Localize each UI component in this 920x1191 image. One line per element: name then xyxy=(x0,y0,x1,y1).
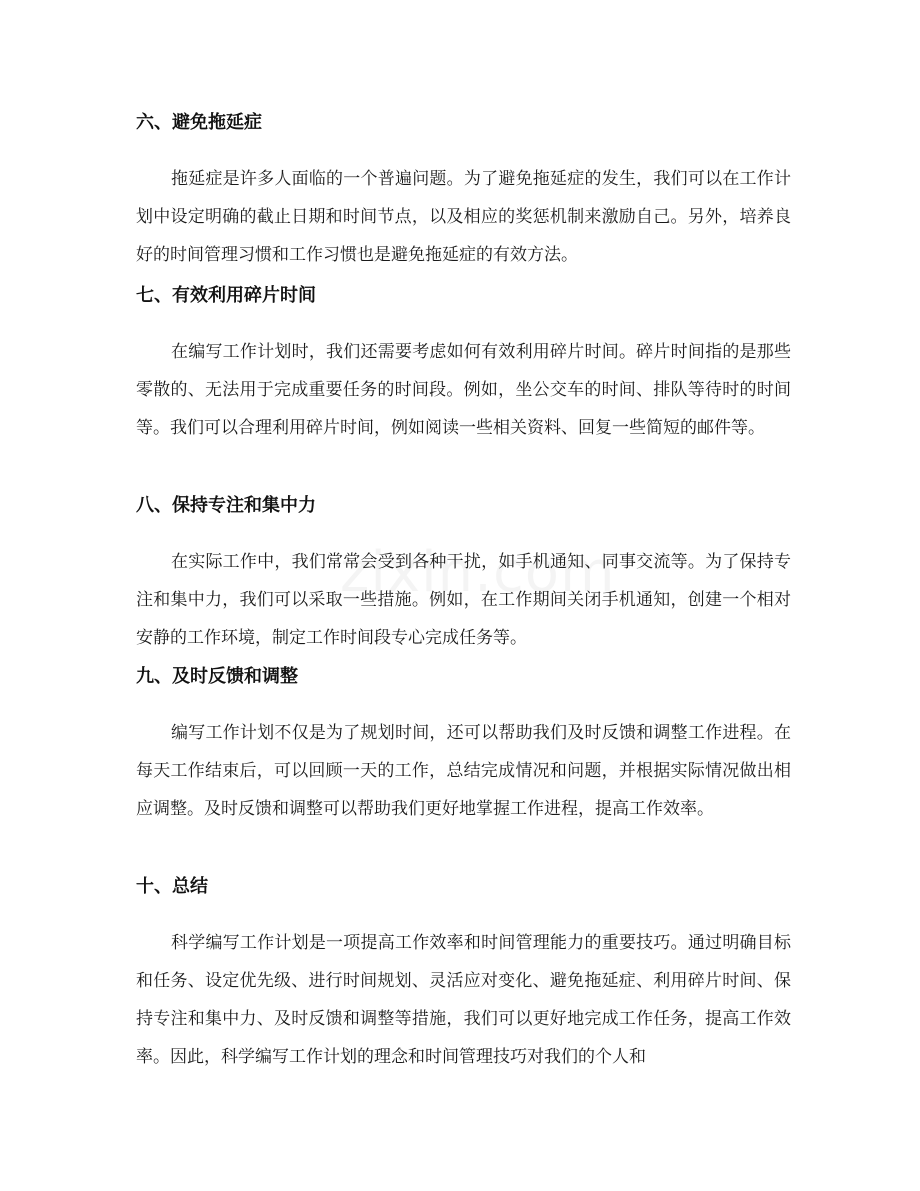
section-focus xyxy=(136,494,791,657)
section-heading: 八、保持专注和集中力 xyxy=(136,495,316,516)
section-paragraph: 编写工作计划不仅是为了规划时间，还可以帮助我们及时反馈和调整工作进程。在每天工作结束后，可以回顾一天的工作，总结完成情况和问题，并根据实际情况做出相应调整。及时反馈和调整可以帮助我们更好地掌握工作进程，提高工作效率。 xyxy=(136,723,791,819)
section-heading: 九、及时反馈和调整 xyxy=(136,666,298,687)
section-feedback xyxy=(136,665,791,828)
section-heading: 七、有效利用碎片时间 xyxy=(136,285,316,306)
section-paragraph: 在编写工作计划时，我们还需要考虑如何有效利用碎片时间。碎片时间指的是那些零散的、无法用于完成重要任务的时间段。例如，坐公交车的时间、排队等待时的时间等。我们可以合理利用碎片时间，例如阅读一些相关资料、回复一些简短的邮件等。 xyxy=(136,342,791,438)
section-avoid-procrastination xyxy=(136,111,791,274)
section-paragraph: 科学编写工作计划是一项提高工作效率和时间管理能力的重要技巧。通过明确目标和任务、设定优先级、进行时间规划、灵活应对变化、避免拖延症、利用碎片时间、保持专注和集中力、及时反馈和调整等措施，我们可以更好地完成工作任务，提高工作效率。因此，科学编写工作计划的理念和时间管理技巧对我们的个人和 xyxy=(136,933,791,1067)
section-heading: 十、总结 xyxy=(136,876,208,897)
section-heading: 六、避免拖延症 xyxy=(136,112,262,133)
section-fragment-time xyxy=(136,284,791,447)
section-paragraph: 在实际工作中，我们常常会受到各种干扰，如手机通知、同事交流等。为了保持专注和集中力，我们可以采取一些措施。例如，在工作期间关闭手机通知，创建一个相对安静的工作环境，制定工作时间段专心完成任务等。 xyxy=(136,552,791,648)
section-summary xyxy=(136,875,791,1076)
section-paragraph: 拖延症是许多人面临的一个普遍问题。为了避免拖延症的发生，我们可以在工作计划中设定明确的截止日期和时间节点，以及相应的奖惩机制来激励自己。另外，培养良好的时间管理习惯和工作习惯也是避免拖延症的有效方法。 xyxy=(136,169,791,265)
